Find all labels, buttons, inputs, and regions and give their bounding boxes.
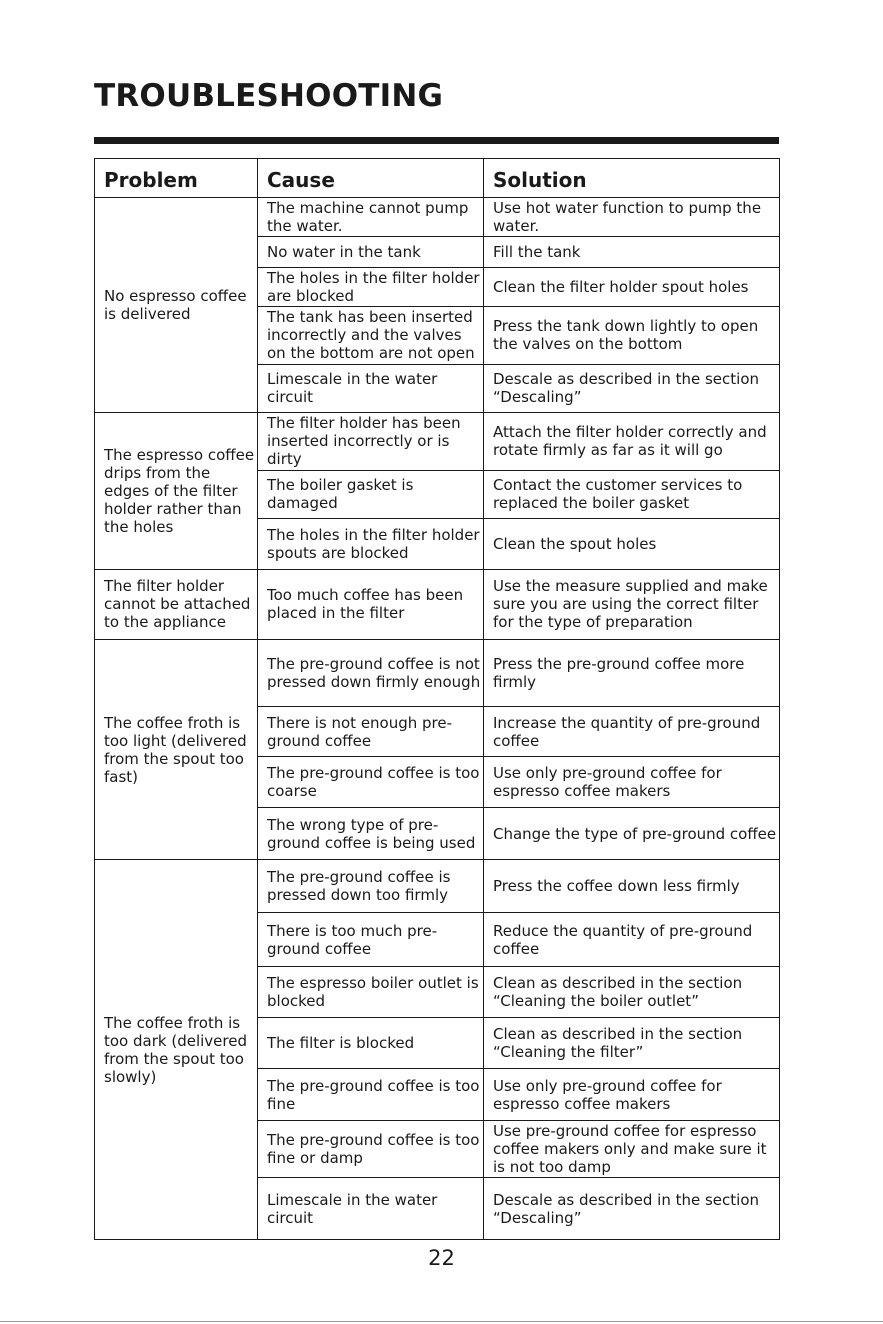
cause-cell: Limescale in the water circuit (258, 364, 484, 412)
solution-cell: Press the tank down lightly to open the valves on the bottom (484, 307, 780, 365)
solution-cell: Clean as described in the section “Cleaning the filter” (484, 1017, 780, 1068)
solution-cell: Clean the filter holder spout holes (484, 267, 780, 306)
solution-cell: Fill the tank (484, 237, 780, 267)
table-row (95, 860, 780, 913)
page-title: TROUBLESHOOTING (94, 78, 444, 114)
cause-cell: The pre-ground coffee is too fine or damp (258, 1120, 484, 1178)
solution-cell: Reduce the quantity of pre-ground coffee (484, 912, 780, 967)
cause-cell: The pre-ground coffee is not pressed down firmly enough (258, 640, 484, 707)
cause-cell: The pre-ground coffee is too fine (258, 1069, 484, 1120)
cause-cell: The boiler gasket is damaged (258, 470, 484, 518)
cause-cell: The filter holder has been inserted incorrectly or is dirty (258, 413, 484, 471)
solution-cell: Press the pre-ground coffee more firmly (484, 640, 780, 707)
problem-cell: The coffee froth is too light (delivered from the spout too fast) (95, 640, 258, 860)
solution-column-header: Solution (484, 159, 780, 198)
solution-cell: Use pre-ground coffee for espresso coffee makers only and make sure it is not too damp (484, 1120, 780, 1178)
table-header-row (95, 159, 780, 198)
table-row (95, 413, 780, 471)
problem-column-header: Problem (95, 159, 258, 198)
troubleshooting-table (94, 158, 780, 1240)
cause-cell: There is too much pre-ground coffee (258, 912, 484, 967)
table-row (95, 640, 780, 707)
cause-cell: The espresso boiler outlet is blocked (258, 967, 484, 1017)
solution-cell: Clean as described in the section “Cleaning the boiler outlet” (484, 967, 780, 1017)
solution-cell: Clean the spout holes (484, 519, 780, 569)
solution-cell: Use the measure supplied and make sure you are using the correct filter for the type of preparation (484, 569, 780, 640)
solution-cell: Change the type of pre-ground coffee (484, 807, 780, 860)
cause-cell: The machine cannot pump the water. (258, 198, 484, 237)
cause-cell: Too much coffee has been placed in the filter (258, 569, 484, 640)
solution-cell: Increase the quantity of pre-ground coffee (484, 706, 780, 756)
table-row (95, 198, 780, 237)
cause-cell: The pre-ground coffee is pressed down too firmly (258, 860, 484, 913)
solution-cell: Use only pre-ground coffee for espresso coffee makers (484, 757, 780, 807)
cause-cell: The wrong type of pre-ground coffee is being used (258, 807, 484, 860)
table-row (95, 569, 780, 640)
cause-cell: Limescale in the water circuit (258, 1178, 484, 1240)
cause-cell: The filter is blocked (258, 1017, 484, 1068)
cause-cell: There is not enough pre-ground coffee (258, 706, 484, 756)
solution-cell: Descale as described in the section “Descaling” (484, 1178, 780, 1240)
cause-cell: The tank has been inserted incorrectly and the valves on the bottom are not open (258, 307, 484, 365)
cause-cell: The pre-ground coffee is too coarse (258, 757, 484, 807)
cause-cell: The holes in the filter holder are blocked (258, 267, 484, 306)
title-rule (94, 137, 779, 144)
solution-cell: Use only pre-ground coffee for espresso coffee makers (484, 1069, 780, 1120)
problem-cell: The filter holder cannot be attached to the appliance (95, 569, 258, 640)
bottom-divider (0, 1321, 883, 1322)
cause-cell: No water in the tank (258, 237, 484, 267)
problem-cell: No espresso coffee is delivered (95, 198, 258, 413)
solution-cell: Attach the filter holder correctly and rotate firmly as far as it will go (484, 413, 780, 471)
cause-cell: The holes in the filter holder spouts are blocked (258, 519, 484, 569)
problem-cell: The espresso coffee drips from the edges of the filter holder rather than the holes (95, 413, 258, 569)
table-body (95, 198, 780, 1240)
cause-column-header: Cause (258, 159, 484, 198)
solution-cell: Descale as described in the section “Descaling” (484, 364, 780, 412)
solution-cell: Use hot water function to pump the water. (484, 198, 780, 237)
solution-cell: Contact the customer services to replaced the boiler gasket (484, 470, 780, 518)
problem-cell: The coffee froth is too dark (delivered from the spout too slowly) (95, 860, 258, 1240)
solution-cell: Press the coffee down less firmly (484, 860, 780, 913)
page-number: 22 (428, 1246, 455, 1270)
